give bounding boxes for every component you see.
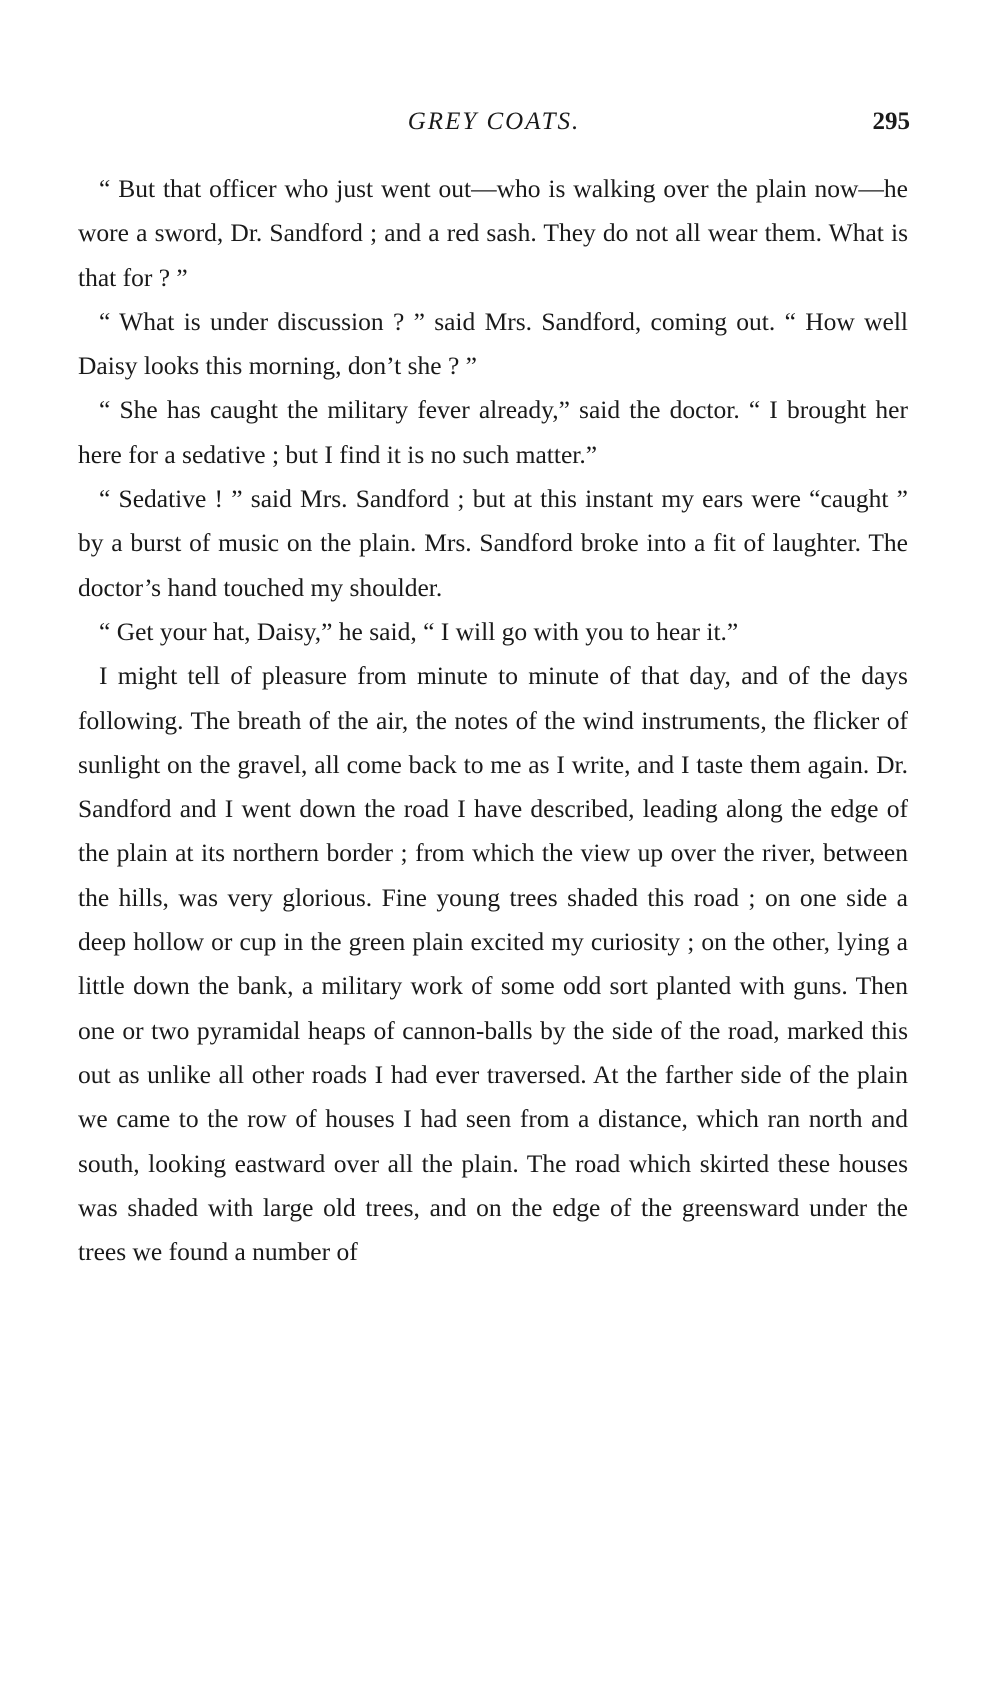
- paragraph: “ She has caught the military fever already,” said the doctor. “ I brought her here for a sedative ; but I find it is no such matter.”: [78, 395, 908, 469]
- paragraph: “ Get your hat, Daisy,” he said, “ I will go with you to hear it.”: [99, 616, 739, 646]
- paragraph: “ Sedative ! ” said Mrs. Sandford ; but at this instant my ears were “caught ” by a burst of music on the plain. Mrs. Sandford broke into a fit of laughter. The doctor’s hand touched my shoulder.: [78, 484, 908, 602]
- page-number: 295: [872, 108, 910, 135]
- running-title: GREY COATS.: [407, 108, 581, 135]
- paragraph: “ What is under discussion ? ” said Mrs. Sandford, coming out. “ How well Daisy looks this morning, don’t she ? ”: [78, 306, 908, 381]
- paragraph: “ But that officer who just went out—who is walking over the plain now—he wore a sword, Dr. Sandford ; and a red sash. They do not all wear them. What is that for ? ”: [78, 174, 908, 292]
- paragraph: I might tell of pleasure from minute to minute of that day, and of the days following. The breath of the air, the notes of the wind instruments, the flicker of sunlight on the gravel, all come back to me as I write, and I taste them again. Dr. Sandford and I went down the road I have described, leading along the edge of the plain at its northern border ; from which the view up over the river, between the hills, was very glorious. Fine young trees shaded this road ; on one side a deep hollow or cup in the green plain excited my curiosity ; on the other, lying a little down the bank, a military work of some odd sort planted with guns. Then one or two pyramidal heaps of cannon-balls by the side of the road, marked this out as unlike all other roads I had ever traversed. At the farther side of the plain we came to the row of houses I had seen from a distance, which ran north and south, looking eastward over all the plain. The road which skirted these houses was shaded with large old trees, and on the edge of the greensward under the trees we found a number of: [78, 661, 908, 1267]
- running-head: [78, 108, 910, 144]
- body-text: [78, 167, 908, 1274]
